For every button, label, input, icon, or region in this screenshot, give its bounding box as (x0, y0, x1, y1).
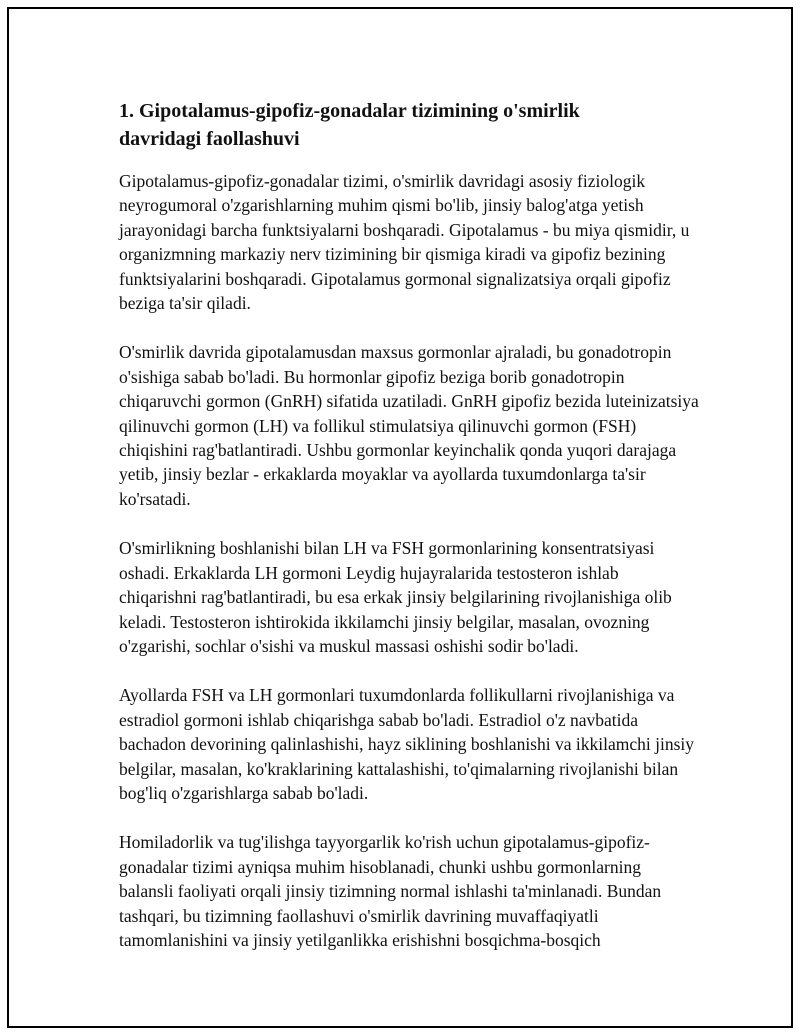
paragraph-3: O'smirlikning boshlanishi bilan LH va FSH gormonlarining konsentratsiyasi oshadi. Erkaklarda LH gormoni Leydig hujayralarida testosteron ishlab chiqarishni rag'batlantiradi, bu esa erkak jinsiy belgilarining rivojlanishiga olib keladi. Testosteron ishtirokida ikkilamchi jinsiy belgilar, masalan, ovozning o'zgarishi, sochlar o'sishi va muskul massasi oshishi sodir bo'ladi. (119, 538, 672, 656)
paragraph-5: Homiladorlik va tug'ilishga tayyorgarlik ko'rish uchun gipotalamus-gipofiz-gonadalar tizimi ayniqsa muhim hisoblanadi, chunki ushbu gormonlarning balansli faoliyati orqali jinsiy tizimning normal ishlashi ta'minlanadi. Bundan tashqari, bu tizimning faollashuvi o'smirlik davrining muvaffaqiyatli tamomlanishini va jinsiy yetilganlikka erishishni bosqichma-bosqich (119, 832, 662, 950)
section-title: 1. Gipotalamus-gipofiz-gonadalar tizimining o'smirlik davridagi faollashuvi (119, 100, 580, 150)
paragraph-1: Gipotalamus-gipofiz-gonadalar tizimi, o'smirlik davridagi asosiy fiziologik neyrogumoral o'zgarishlarning muhim qismi bo'lib, jinsiy balog'atga yetish jarayonidagi barcha funktsiyalarni boshqaradi. Gipotalamus - bu miya qismidir, u organizmning markaziy nerv tizimining bir qismiga kiradi va gipofiz bezining funktsiyalarini boshqaradi. Gipotalamus gormonal signalizatsiya orqali gipofiz beziga ta'sir qiladi. (119, 171, 690, 314)
document-body (119, 97, 699, 977)
page-frame (7, 7, 793, 1028)
paragraph-2: O'smirlik davrida gipotalamusdan maxsus gormonlar ajraladi, bu gonadotropin o'sishiga sabab bo'ladi. Bu hormonlar gipofiz beziga borib gonadotropin chiqaruvchi gormon (GnRH) sifatida uzatiladi. GnRH gipofiz bezida luteinizatsiya qilinuvchi gormon (LH) va follikul stimulatsiya qilinuvchi gormon (FSH) chiqishini rag'batlantiradi. Ushbu gormonlar keyinchalik qonda yuqori darajaga yetib, jinsiy bezlar - erkaklarda moyaklar va ayollarda tuxumdonlarga ta'sir ko'rsatadi. (119, 342, 699, 509)
paragraph-4: Ayollarda FSH va LH gormonlari tuxumdonlarda follikullarni rivojlanishiga va estradiol gormoni ishlab chiqarishga sabab bo'ladi. Estradiol o'z navbatida bachadon devorining qalinlashishi, hayz siklining boshlanishi va ikkilamchi jinsiy belgilar, masalan, ko'kraklarining kattalashishi, to'qimalarning rivojlanishi bilan bog'liq o'zgarishlarga sabab bo'ladi. (119, 685, 694, 803)
